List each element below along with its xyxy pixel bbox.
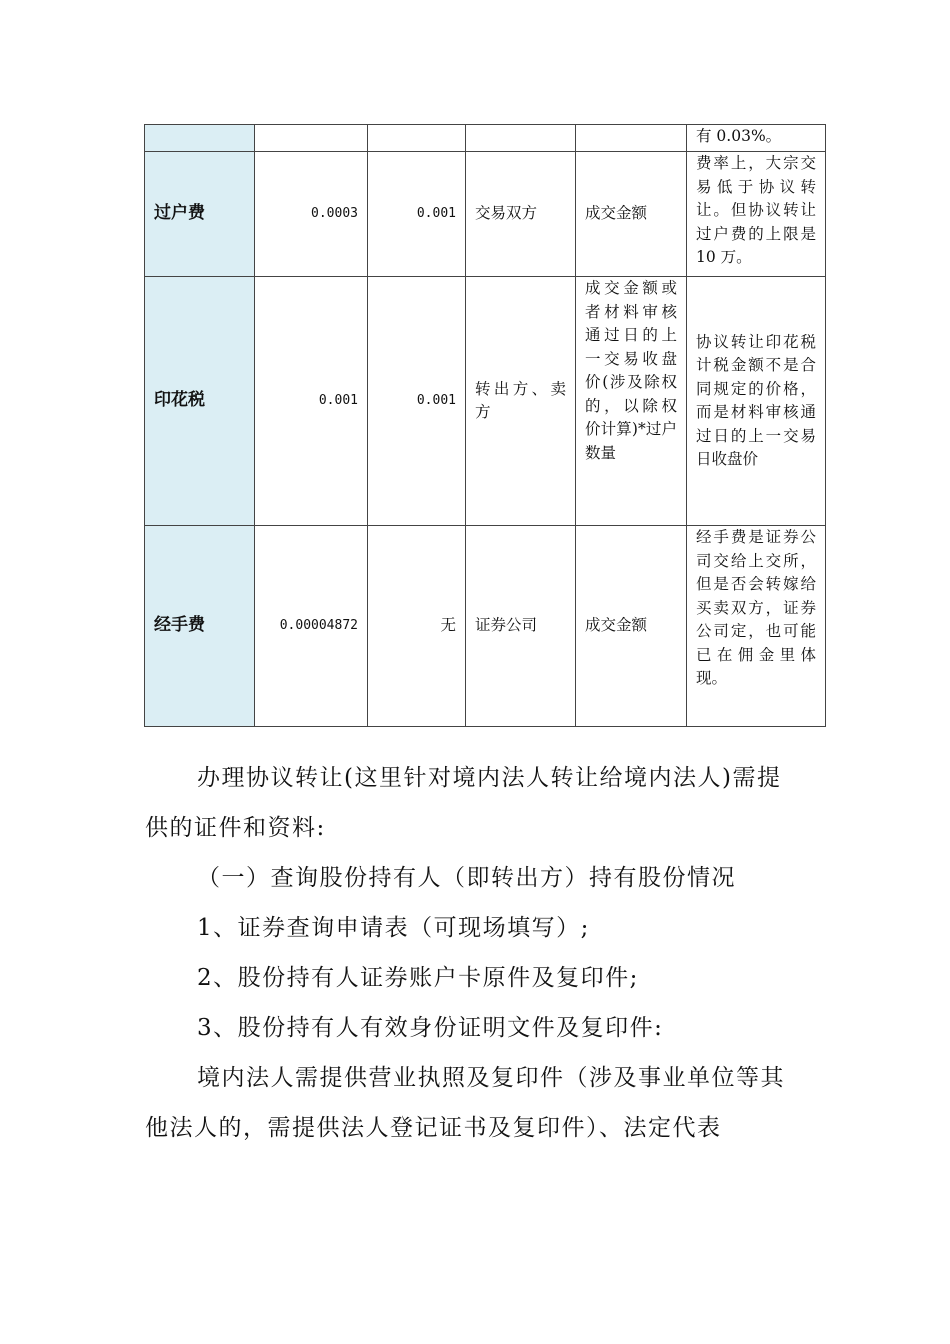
rate-a-cell: 0.0003 bbox=[255, 152, 368, 277]
payer-cell: 转出方、卖方 bbox=[466, 277, 576, 526]
rate-a-cell: 0.00004872 bbox=[255, 526, 368, 727]
payer-cell bbox=[466, 125, 576, 152]
basis-cell: 成交金额 bbox=[576, 526, 687, 727]
rate-b-cell: 无 bbox=[368, 526, 466, 727]
basis-cell: 成交金额或者材料审核通过日的上一交易收盘价(涉及除权的，以除权价计算)*过户数量 bbox=[576, 277, 687, 526]
body-paragraph: 境内法人需提供营业执照及复印件（涉及事业单位等其他法人的，需提供法人登记证书及复印件）、法定代表 bbox=[145, 1065, 785, 1141]
payer-cell: 交易双方 bbox=[466, 152, 576, 277]
basis-cell: 成交金额 bbox=[576, 152, 687, 277]
fee-name-cell bbox=[145, 125, 255, 152]
rate-b-cell: 0.001 bbox=[368, 277, 466, 526]
list-item: 2、股份持有人证券账户卡原件及复印件; bbox=[197, 965, 639, 991]
fee-name-cell: 经手费 bbox=[145, 526, 255, 727]
fee-name-cell: 过户费 bbox=[145, 152, 255, 277]
note-cell: 协议转让印花税计税金额不是合同规定的价格，而是材料审核通过日的上一交易日收盘价 bbox=[687, 277, 826, 526]
rate-a-cell: 0.001 bbox=[255, 277, 368, 526]
table-row bbox=[145, 526, 826, 727]
payer-cell: 证券公司 bbox=[466, 526, 576, 727]
note-cell: 有 0.03%。 bbox=[687, 125, 826, 152]
list-item: 3、股份持有人有效身份证明文件及复印件: bbox=[197, 1015, 664, 1041]
fee-name-cell: 印花税 bbox=[145, 277, 255, 526]
rate-b-cell: 0.001 bbox=[368, 152, 466, 277]
list-item: 1、证券查询申请表（可现场填写）; bbox=[197, 915, 590, 941]
note-cell: 费率上，大宗交易低于协议转让。但协议转让过户费的上限是 10 万。 bbox=[687, 152, 826, 277]
basis-cell bbox=[576, 125, 687, 152]
table-row bbox=[145, 152, 826, 277]
rate-a-cell bbox=[255, 125, 368, 152]
table-row bbox=[145, 277, 826, 526]
fee-table bbox=[144, 124, 826, 727]
intro-paragraph: 办理协议转让(这里针对境内法人转让给境内法人)需提供的证件和资料: bbox=[145, 765, 782, 841]
table-row bbox=[145, 125, 826, 152]
section-heading: （一）查询股份持有人（即转出方）持有股份情况 bbox=[197, 865, 736, 891]
rate-b-cell bbox=[368, 125, 466, 152]
note-cell: 经手费是证券公司交给上交所，但是否会转嫁给买卖双方，证券公司定，也可能已在佣金里体现。 bbox=[687, 526, 826, 727]
